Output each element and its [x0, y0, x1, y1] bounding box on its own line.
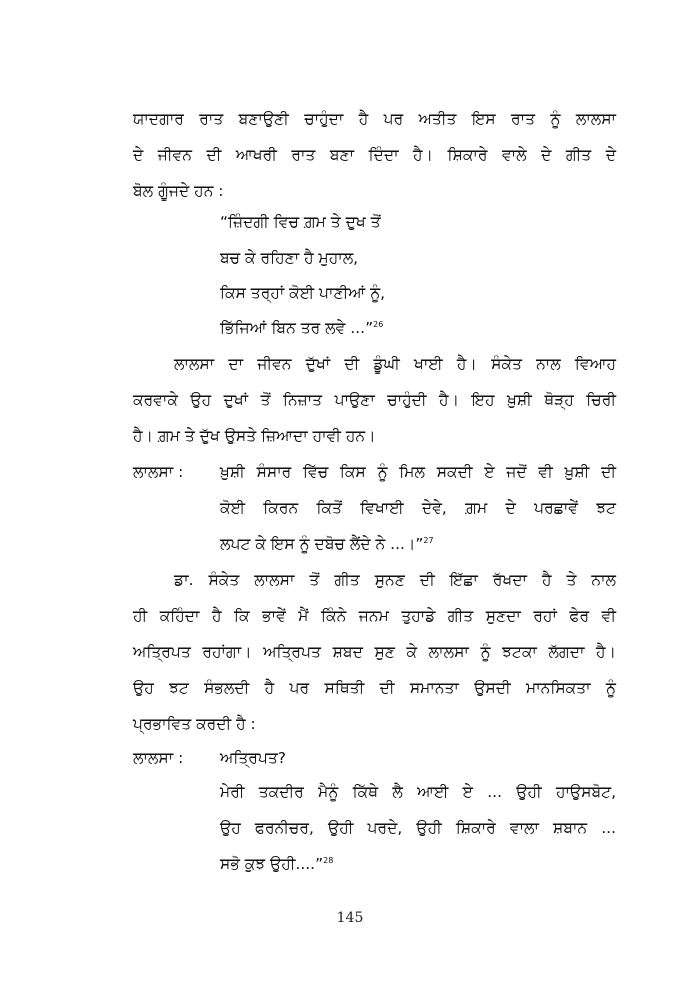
paragraph-1-line-2: ਦੇ ਜੀਵਨ ਦੀ ਆਖਰੀ ਰਾਤ ਬਣਾ ਦਿੰਦਾ ਹੈ। ਸ਼ਿਕਾਰੇ ਵਾਲੇ ਦੇ ਗੀਤ ਦੇ: [133, 146, 616, 164]
verse-line-4-text: ਭਿੱਜਿਆਂ ਬਿਨ ਤਰ ਲਵੇ ...”: [220, 319, 374, 337]
paragraph-3-line-5: ਪ੍ਰਭਾਵਿਤ ਕਰਦੀ ਹੈ :: [133, 715, 256, 733]
paragraph-2-line-3: ਹੈ। ਗ਼ਮ ਤੇ ਦੁੱਖ ਉਸਤੇ ਜ਼ਿਆਦਾ ਹਾਵੀ ਹਨ।: [133, 427, 376, 445]
verse-line-2: ਬਚ ਕੇ ਰਹਿਣਾ ਹੈ ਮੁਹਾਲ,: [220, 249, 359, 267]
dialogue-1-line-1: ਖ਼ੁਸ਼ੀ ਸੰਸਾਰ ਵਿੱਚ ਕਿਸ ਨੂੰ ਮਿਲ ਸਕਦੀ ਏ ਜਦੋਂ ਵੀ ਖ਼ੁਸ਼ੀ ਦੀ: [220, 463, 616, 481]
dialogue-1-line-2: ਕੋਈ ਕਿਰਨ ਕਿਤੋਂ ਵਿਖਾਈ ਦੇਵੇ, ਗ਼ਮ ਦੇ ਪਰਛਾਵੇਂ ਝਟ: [220, 499, 616, 517]
paragraph-1-line-1: ਯਾਦਗਾਰ ਰਾਤ ਬਣਾਉਣੀ ਚਾਹੁੰਦਾ ਹੈ ਪਰ ਅਤੀਤ ਇਸ ਰਾਤ ਨੂੰ ਲਾਲਸਾ: [133, 110, 616, 128]
verse-line-3: ਕਿਸ ਤਰ੍ਹਾਂ ਕੋਈ ਪਾਣੀਆਂ ਨੂੰ,: [220, 284, 386, 302]
footnote-ref-27: 27: [423, 535, 434, 545]
verse-line-4: [220, 316, 383, 340]
paragraph-2-line-2: ਕਰਵਾਕੇ ਉਹ ਦੁਖਾਂ ਤੋਂ ਨਿਜ਼ਾਤ ਪਾਉਣਾ ਚਾਹੁੰਦੀ ਹੈ। ਇਹ ਖ਼ੁਸ਼ੀ ਥੋੜ੍ਹ ਚਿਰੀ: [133, 391, 616, 409]
dialogue-1-speaker: ਲਾਲਸਾ :: [133, 463, 184, 481]
footnote-ref-28: 28: [323, 855, 334, 865]
footnote-ref-26: 26: [373, 319, 384, 329]
dialogue-2-line-3: [220, 852, 333, 876]
dialogue-2-first-line: ਅਤ੍ਰਿਪਤ?: [220, 749, 286, 767]
paragraph-3-line-4: ਉਹ ਝਟ ਸੰਭਲਦੀ ਹੈ ਪਰ ਸਥਿਤੀ ਦੀ ਸਮਾਨਤਾ ਉਸਦੀ ਮਾਨਸਿਕਤਾ ਨੂੰ: [133, 679, 616, 697]
paragraph-3-line-3: ਅਤ੍ਰਿਪਤ ਰਹਾਂਗਾ। ਅਤ੍ਰਿਪਤ ਸ਼ਬਦ ਸੁਣ ਕੇ ਲਾਲਸਾ ਨੂੰ ਝਟਕਾ ਲੱਗਦਾ ਹੈ।: [133, 643, 616, 661]
page-number: 145: [336, 910, 364, 926]
paragraph-2-line-1: ਲਾਲਸਾ ਦਾ ਜੀਵਨ ਦੁੱਖਾਂ ਦੀ ਡੂੰਘੀ ਖਾਈ ਹੈ। ਸੰਕੇਤ ਨਾਲ ਵਿਆਹ: [174, 355, 616, 373]
dialogue-1-line-3-text: ਲਪਟ ਕੇ ਇਸ ਨੂੰ ਦਬੋਚ ਲੈਂਦੇ ਨੇ ...।”: [220, 535, 424, 553]
paragraph-1-line-3: ਬੋਲ ਗੂੰਜਦੇ ਹਨ :: [133, 182, 224, 200]
paragraph-3-line-2: ਹੀ ਕਹਿੰਦਾ ਹੈ ਕਿ ਭਾਵੇਂ ਮੈਂ ਕਿੰਨੇ ਜਨਮ ਤੁਹਾਡੇ ਗੀਤ ਸੁਣਦਾ ਰਹਾਂ ਫੇਰ ਵੀ: [133, 607, 616, 625]
paragraph-3-line-1: ਡਾ. ਸੰਕੇਤ ਲਾਲਸਾ ਤੋਂ ਗੀਤ ਸੁਨਣ ਦੀ ਇੱਛਾ ਰੱਖਦਾ ਹੈ ਤੇ ਨਾਲ: [174, 571, 616, 589]
verse-line-1: “ਜ਼ਿੰਦਗੀ ਵਿਚ ਗ਼ਮ ਤੇ ਦੁਖ ਤੋਂ: [220, 213, 381, 231]
dialogue-1-line-3: [220, 532, 434, 556]
dialogue-2-speaker: ਲਾਲਸਾ :: [133, 749, 184, 767]
dialogue-2-line-3-text: ਸਭੋ ਕੁਝ ਉਹੀ....”: [220, 855, 324, 873]
dialogue-2-line-2: ਉਹ ਫਰਨੀਚਰ, ਉਹੀ ਪਰਦੇ, ਉਹੀ ਸ਼ਿਕਾਰੇ ਵਾਲਾ ਸ਼ਬਾਨ ...: [220, 819, 616, 837]
dialogue-2-line-1: ਮੇਰੀ ਤਕਦੀਰ ਮੈਨੂੰ ਕਿੱਥੇ ਲੈ ਆਈ ਏ ... ਉਹੀ ਹਾਉਸਬੋਟ,: [220, 783, 616, 801]
